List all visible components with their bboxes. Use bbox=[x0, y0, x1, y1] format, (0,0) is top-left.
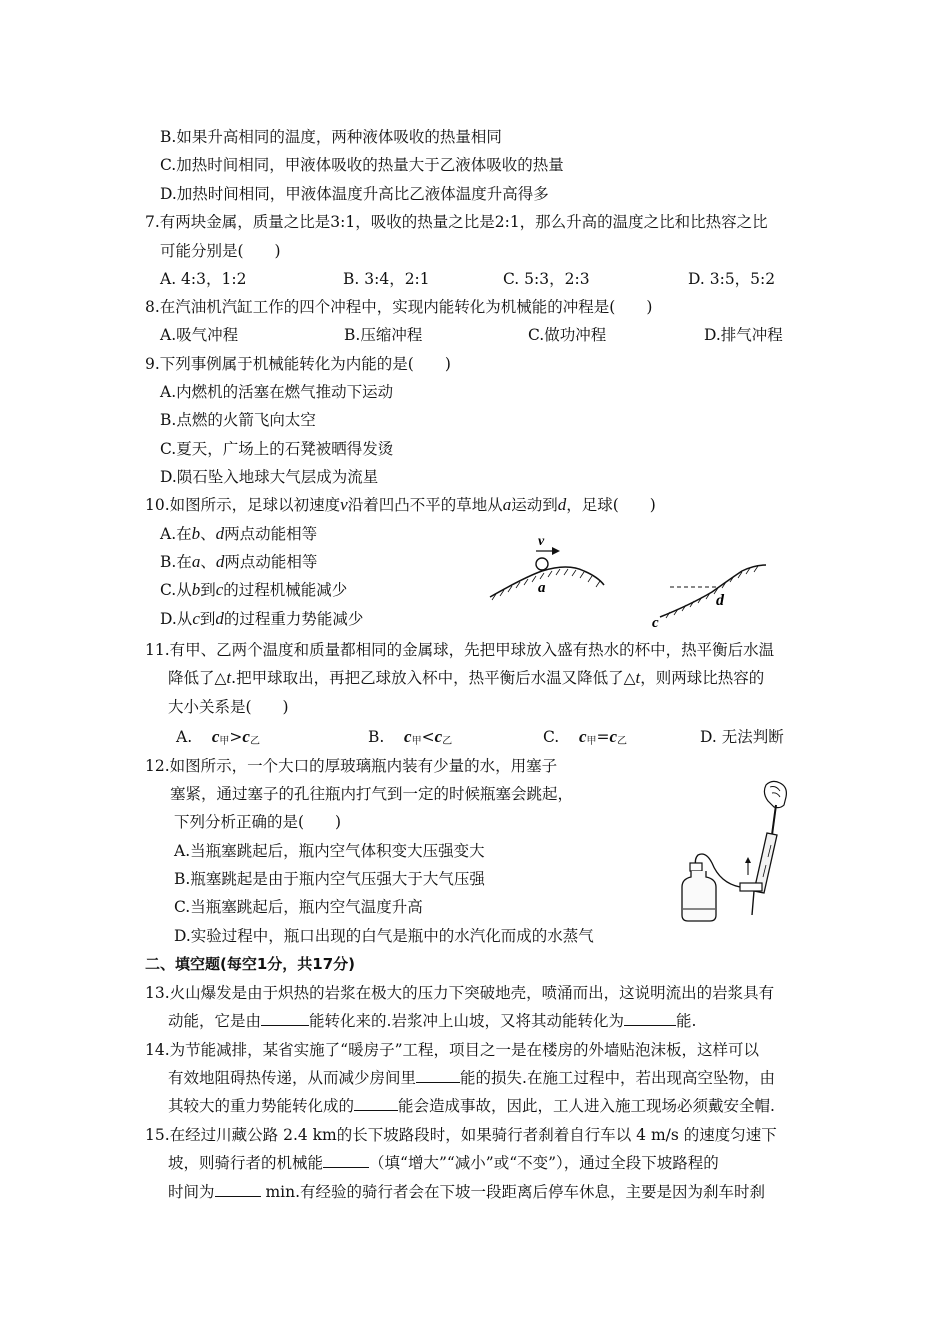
var-c: c bbox=[404, 727, 412, 746]
text: ，则两球比热容的 bbox=[640, 669, 765, 687]
var-c: c bbox=[215, 580, 224, 599]
q9-option-c: C.夏天，广场上的石凳被晒得发烫 bbox=[160, 440, 394, 458]
q7-option-a: A. 4:3，1:2 bbox=[160, 270, 247, 288]
q9-stem: 9.下列事例属于机械能转化为内能的是( ) bbox=[145, 355, 451, 373]
text: D.从 bbox=[160, 610, 193, 628]
q11-option-a bbox=[176, 727, 260, 752]
q10-option-d bbox=[160, 609, 363, 629]
var-c: c bbox=[192, 609, 200, 628]
text: min.有经验的骑行者会在下坡一段距离后停车休息，主要是因为刹车时刹 bbox=[260, 1183, 766, 1201]
var-c: c bbox=[434, 727, 443, 746]
football bbox=[536, 558, 548, 570]
hill-curve-a bbox=[490, 567, 604, 597]
q7-option-d: D. 3:5，5:2 bbox=[688, 270, 776, 288]
q11-stem-line1: 11.有甲、乙两个温度和质量都相同的金属球，先把甲球放入盛有热水的杯中，热平衡后水温 bbox=[145, 641, 775, 659]
ground-hatching bbox=[492, 569, 600, 600]
var-v: v bbox=[340, 495, 348, 514]
q14-stem-line3 bbox=[168, 1096, 775, 1116]
text: 两点动能相等 bbox=[224, 525, 318, 543]
answer-blank[interactable] bbox=[323, 1153, 369, 1168]
q14-stem-line1: 14.为节能减排，某省实施了“暖房子”工程，项目之一是在楼房的外墙贴泡沫板，这样可以 bbox=[145, 1041, 760, 1059]
q12-option-d: D.实验过程中，瓶口出现的白气是瓶中的水汽化而成的水蒸气 bbox=[174, 927, 594, 945]
q7-stem-line1: 7.有两块金属，质量之比是3:1，吸收的热量之比是2:1，那么升高的温度之比和比热容之比 bbox=[145, 213, 768, 231]
var-c: c bbox=[242, 727, 250, 746]
q6-option-c: C.加热时间相同，甲液体吸收的热量大于乙液体吸收的热量 bbox=[160, 156, 564, 174]
text: 、 bbox=[200, 525, 216, 543]
q10-stem bbox=[145, 495, 656, 515]
section-title-fill-blank: 二、填空题(每空1分，共17分) bbox=[145, 955, 356, 973]
pump-base bbox=[752, 891, 754, 915]
q9-option-a: A.内燃机的活塞在燃气推动下运动 bbox=[160, 383, 394, 401]
q11-option-d: D. 无法判断 bbox=[700, 728, 784, 746]
var-t: t bbox=[635, 668, 641, 687]
var-a: a bbox=[191, 552, 201, 571]
sub-jia: 甲 bbox=[411, 736, 422, 747]
q9-option-b: B.点燃的火箭飞向太空 bbox=[160, 411, 316, 429]
answer-blank[interactable] bbox=[354, 1096, 398, 1111]
label-c: c bbox=[652, 615, 659, 631]
q13-stem-line2 bbox=[168, 1011, 696, 1031]
sub-jia: 甲 bbox=[219, 736, 230, 747]
q12-option-a: A.当瓶塞跳起后，瓶内空气体积变大压强变大 bbox=[174, 842, 485, 860]
text: 、 bbox=[200, 553, 216, 571]
var-d: d bbox=[215, 524, 225, 543]
q12-stem-line3: 下列分析正确的是( ) bbox=[174, 813, 342, 831]
sub-jia: 甲 bbox=[586, 736, 597, 747]
text: 的过程机械能减少 bbox=[223, 581, 348, 599]
text: A. bbox=[176, 728, 193, 746]
text: A.在 bbox=[160, 525, 192, 543]
var-a: a bbox=[502, 495, 512, 514]
label-d: d bbox=[716, 592, 724, 609]
relation: < bbox=[421, 728, 435, 746]
answer-blank[interactable] bbox=[261, 1011, 309, 1026]
text: （填“增大”“减小”或“不变”），通过全段下坡路程的 bbox=[369, 1154, 719, 1172]
answer-blank[interactable] bbox=[416, 1068, 460, 1083]
var-d: d bbox=[215, 552, 225, 571]
football-terrain-figure bbox=[480, 535, 780, 630]
q15-stem-line2 bbox=[168, 1153, 719, 1173]
q10-stem-part: ，足球( ) bbox=[566, 496, 656, 514]
q6-option-d: D.加热时间相同，甲液体温度升高比乙液体温度升高得多 bbox=[160, 185, 549, 203]
q11-option-c bbox=[543, 727, 627, 752]
text: 坡，则骑行者的机械能 bbox=[168, 1154, 324, 1172]
answer-blank[interactable] bbox=[624, 1011, 676, 1026]
pump-rod bbox=[772, 805, 776, 835]
q10-stem-part: 10.如图所示，足球以初速度 bbox=[145, 496, 341, 514]
q7-option-b: B. 3:4，2:1 bbox=[343, 270, 430, 288]
q13-stem-line1: 13.火山爆发是由于炽热的岩浆在极大的压力下突破地壳，喷涌而出，这说明流出的岩浆具有 bbox=[145, 984, 775, 1002]
text: 能. bbox=[675, 1012, 697, 1030]
q11-stem-line2 bbox=[168, 668, 764, 688]
q12-option-c: C.当瓶塞跳起后，瓶内空气温度升高 bbox=[174, 898, 423, 916]
sub-yi: 乙 bbox=[617, 736, 628, 747]
q8-stem: 8.在汽油机汽缸工作的四个冲程中，实现内能转化为机械能的冲程是( ) bbox=[145, 298, 653, 316]
var-d: d bbox=[557, 495, 567, 514]
text: 时间为 bbox=[168, 1183, 215, 1201]
text: 降低了△ bbox=[168, 669, 227, 687]
text: 动能，它是由 bbox=[168, 1012, 262, 1030]
q15-stem-line1: 15.在经过川藏公路 2.4 km的长下坡路段时，如果骑行者刹着自行车以 4 m/s 的速度匀速下 bbox=[145, 1126, 777, 1144]
text: .把甲球取出，再把乙球放入杯中，热平衡后水温又降低了△ bbox=[231, 669, 636, 687]
slope-curve-cd bbox=[660, 565, 766, 617]
text: 到 bbox=[200, 581, 216, 599]
text: 其较大的重力势能转化成的 bbox=[168, 1097, 355, 1115]
q8-option-b: B.压缩冲程 bbox=[344, 326, 423, 344]
var-b: b bbox=[191, 580, 201, 599]
bottle-pump-figure bbox=[676, 775, 806, 925]
q8-option-d: D.排气冲程 bbox=[704, 326, 783, 344]
var-b: b bbox=[191, 524, 201, 543]
var-c: c bbox=[578, 727, 587, 746]
text: B. bbox=[368, 728, 385, 746]
q6-option-b: B.如果升高相同的温度，两种液体吸收的热量相同 bbox=[160, 128, 502, 146]
q7-stem-line2: 可能分别是( ) bbox=[160, 242, 281, 260]
text: B.在 bbox=[160, 553, 192, 571]
q10-option-b bbox=[160, 552, 317, 572]
q9-option-d: D.陨石坠入地球大气层成为流星 bbox=[160, 468, 379, 486]
label-v: v bbox=[538, 534, 545, 549]
q14-stem-line2 bbox=[168, 1068, 775, 1088]
q12-stem-line1: 12.如图所示，一个大口的厚玻璃瓶内装有少量的水，用塞子 bbox=[145, 757, 558, 775]
text: 有效地阻碍热传递，从而减少房间里 bbox=[168, 1069, 417, 1087]
hand-icon bbox=[764, 781, 786, 807]
text: 能的损失.在施工过程中，若出现高空坠物，由 bbox=[460, 1069, 775, 1087]
q8-option-a: A.吸气冲程 bbox=[160, 326, 239, 344]
var-t: t bbox=[226, 668, 232, 687]
text: 两点动能相等 bbox=[224, 553, 318, 571]
text: 的过程重力势能减少 bbox=[223, 610, 364, 628]
q8-option-c: C.做功冲程 bbox=[528, 326, 607, 344]
answer-blank[interactable] bbox=[215, 1182, 261, 1197]
text: C.从 bbox=[160, 581, 192, 599]
relation: = bbox=[596, 728, 610, 746]
q11-stem-line3: 大小关系是( ) bbox=[168, 698, 289, 716]
glass-bottle bbox=[682, 871, 716, 921]
var-c: c bbox=[609, 727, 618, 746]
q12-stem-line2: 塞紧，通过塞子的孔往瓶内打气到一定的时候瓶塞会跳起， bbox=[170, 785, 574, 803]
text: 能转化来的.岩浆冲上山坡，又将其动能转化为 bbox=[309, 1012, 624, 1030]
sub-yi: 乙 bbox=[442, 736, 453, 747]
pump-connector bbox=[740, 883, 762, 891]
relation: > bbox=[229, 728, 243, 746]
q10-option-a bbox=[160, 524, 317, 544]
q15-stem-line3 bbox=[168, 1182, 765, 1202]
bottle-stopper bbox=[690, 863, 702, 871]
q10-stem-part: 沿着凹凸不平的草地从 bbox=[347, 496, 503, 514]
label-a: a bbox=[538, 580, 546, 596]
q11-option-b bbox=[368, 727, 452, 752]
var-c: c bbox=[211, 727, 220, 746]
q10-stem-part: 运动到 bbox=[511, 496, 558, 514]
text: 到 bbox=[199, 610, 216, 628]
text: 能会造成事故，因此，工人进入施工现场必须戴安全帽. bbox=[398, 1097, 775, 1115]
var-d: d bbox=[215, 609, 224, 628]
velocity-arrowhead bbox=[552, 547, 560, 555]
sub-yi: 乙 bbox=[249, 736, 260, 747]
q10-option-c bbox=[160, 580, 347, 600]
up-arrow-icon bbox=[745, 857, 751, 863]
text: C. bbox=[543, 728, 560, 746]
q7-option-c: C. 5:3，2:3 bbox=[503, 270, 590, 288]
q12-option-b: B.瓶塞跳起是由于瓶内空气压强大于大气压强 bbox=[174, 870, 485, 888]
